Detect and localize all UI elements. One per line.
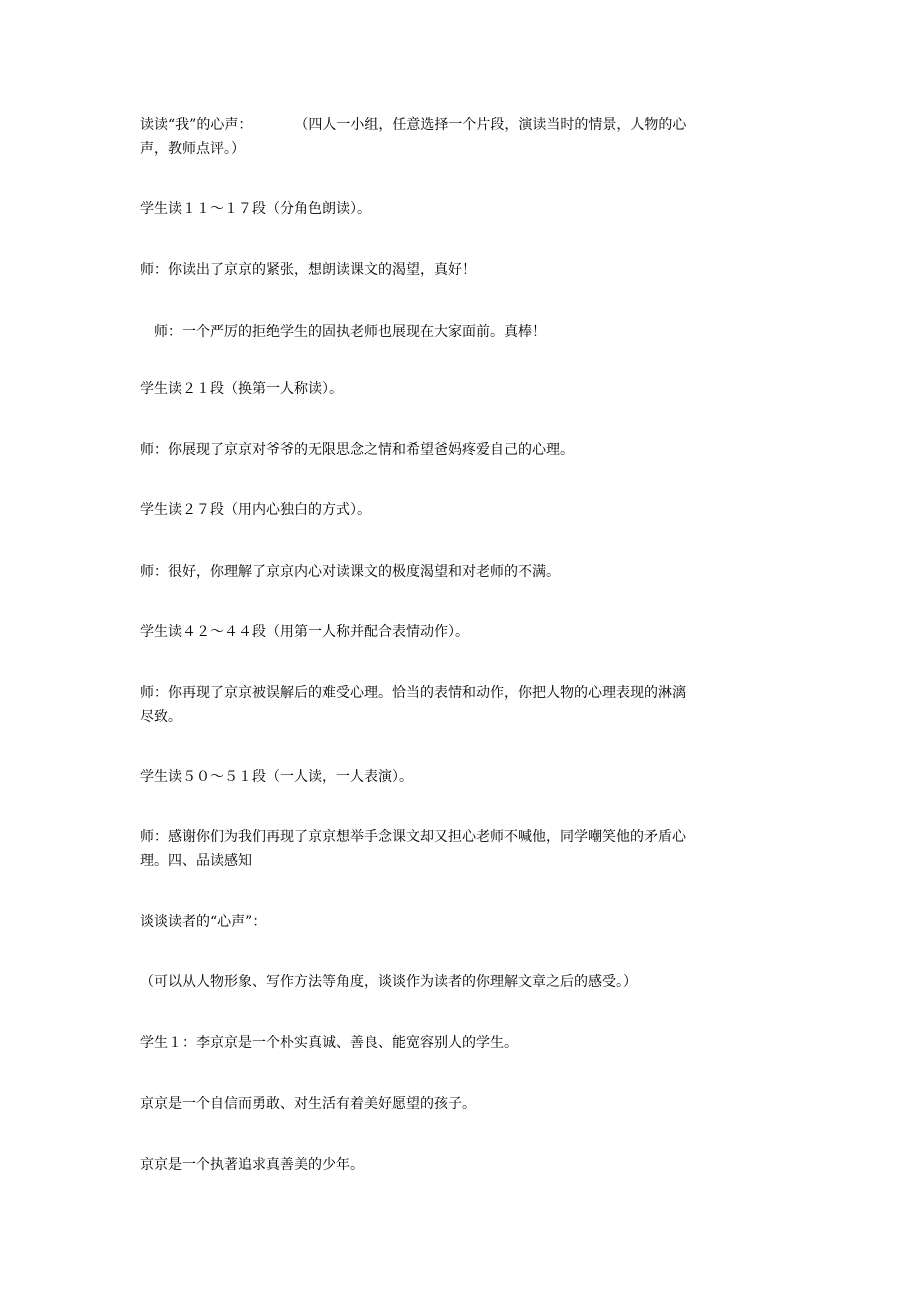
paragraph-teacher-comment bbox=[140, 681, 780, 729]
paragraph-section-heading: 谈谈读者的“心声”： bbox=[140, 914, 267, 930]
instruction-text-continued: 声，教师点评。） bbox=[140, 141, 245, 157]
teacher-comment-line: 理。四、品读感知 bbox=[140, 853, 252, 869]
teacher-comment-line: 师：你再现了京京被误解后的难受心理。恰当的表情和动作，你把人物的心理表现的淋漓 bbox=[140, 685, 686, 701]
paragraph-teacher-comment: 师：一个严厉的拒绝学生的固执老师也展现在大家面前。真棒！ bbox=[154, 324, 546, 340]
paragraph-student-reading: 学生读４２～４４段（用第一人称并配合表情动作）。 bbox=[140, 624, 469, 640]
teacher-comment-line: 师：感谢你们为我们再现了京京想举手念课文却又担心老师不喊他，同学嘲笑他的矛盾心 bbox=[140, 829, 686, 845]
paragraph-student-reading: 学生读５０～５１段（一人读，一人表演）。 bbox=[140, 769, 413, 785]
paragraph-teacher-comment: 师：很好，你理解了京京内心对读课文的极度渴望和对老师的不满。 bbox=[140, 564, 560, 580]
teacher-comment-line: 尽致。 bbox=[140, 709, 182, 725]
paragraph-student-answer: 学生１：李京京是一个朴实真诚、善良、能宽容别人的学生。 bbox=[140, 1035, 518, 1051]
paragraph-student-answer: 京京是一个执著追求真善美的少年。 bbox=[140, 1157, 364, 1173]
paragraph-student-reading: 学生读２１段（换第一人称读）。 bbox=[140, 381, 343, 397]
heading-read-my-voice: 读读“我”的心声： bbox=[140, 117, 253, 133]
paragraph-instruction: （可以从人物形象、写作方法等角度，谈谈作为读者的你理解文章之后的感受。） bbox=[140, 974, 637, 990]
paragraph-task-intro bbox=[140, 113, 780, 161]
paragraph-teacher-comment: 师：你读出了京京的紧张，想朗读课文的渴望，真好！ bbox=[140, 262, 476, 278]
instruction-text: （四人一小组，任意选择一个片段，演读当时的情景，人物的心 bbox=[294, 117, 687, 133]
paragraph-teacher-comment bbox=[140, 825, 780, 873]
paragraph-student-answer: 京京是一个自信而勇敢、对生活有着美好愿望的孩子。 bbox=[140, 1096, 476, 1112]
paragraph-teacher-comment: 师：你展现了京京对爷爷的无限思念之情和希望爸妈疼爱自己的心理。 bbox=[140, 442, 574, 458]
paragraph-student-reading: 学生读２７段（用内心独白的方式）。 bbox=[140, 502, 371, 518]
paragraph-student-reading: 学生读１１～１７段（分角色朗读）。 bbox=[140, 201, 371, 217]
